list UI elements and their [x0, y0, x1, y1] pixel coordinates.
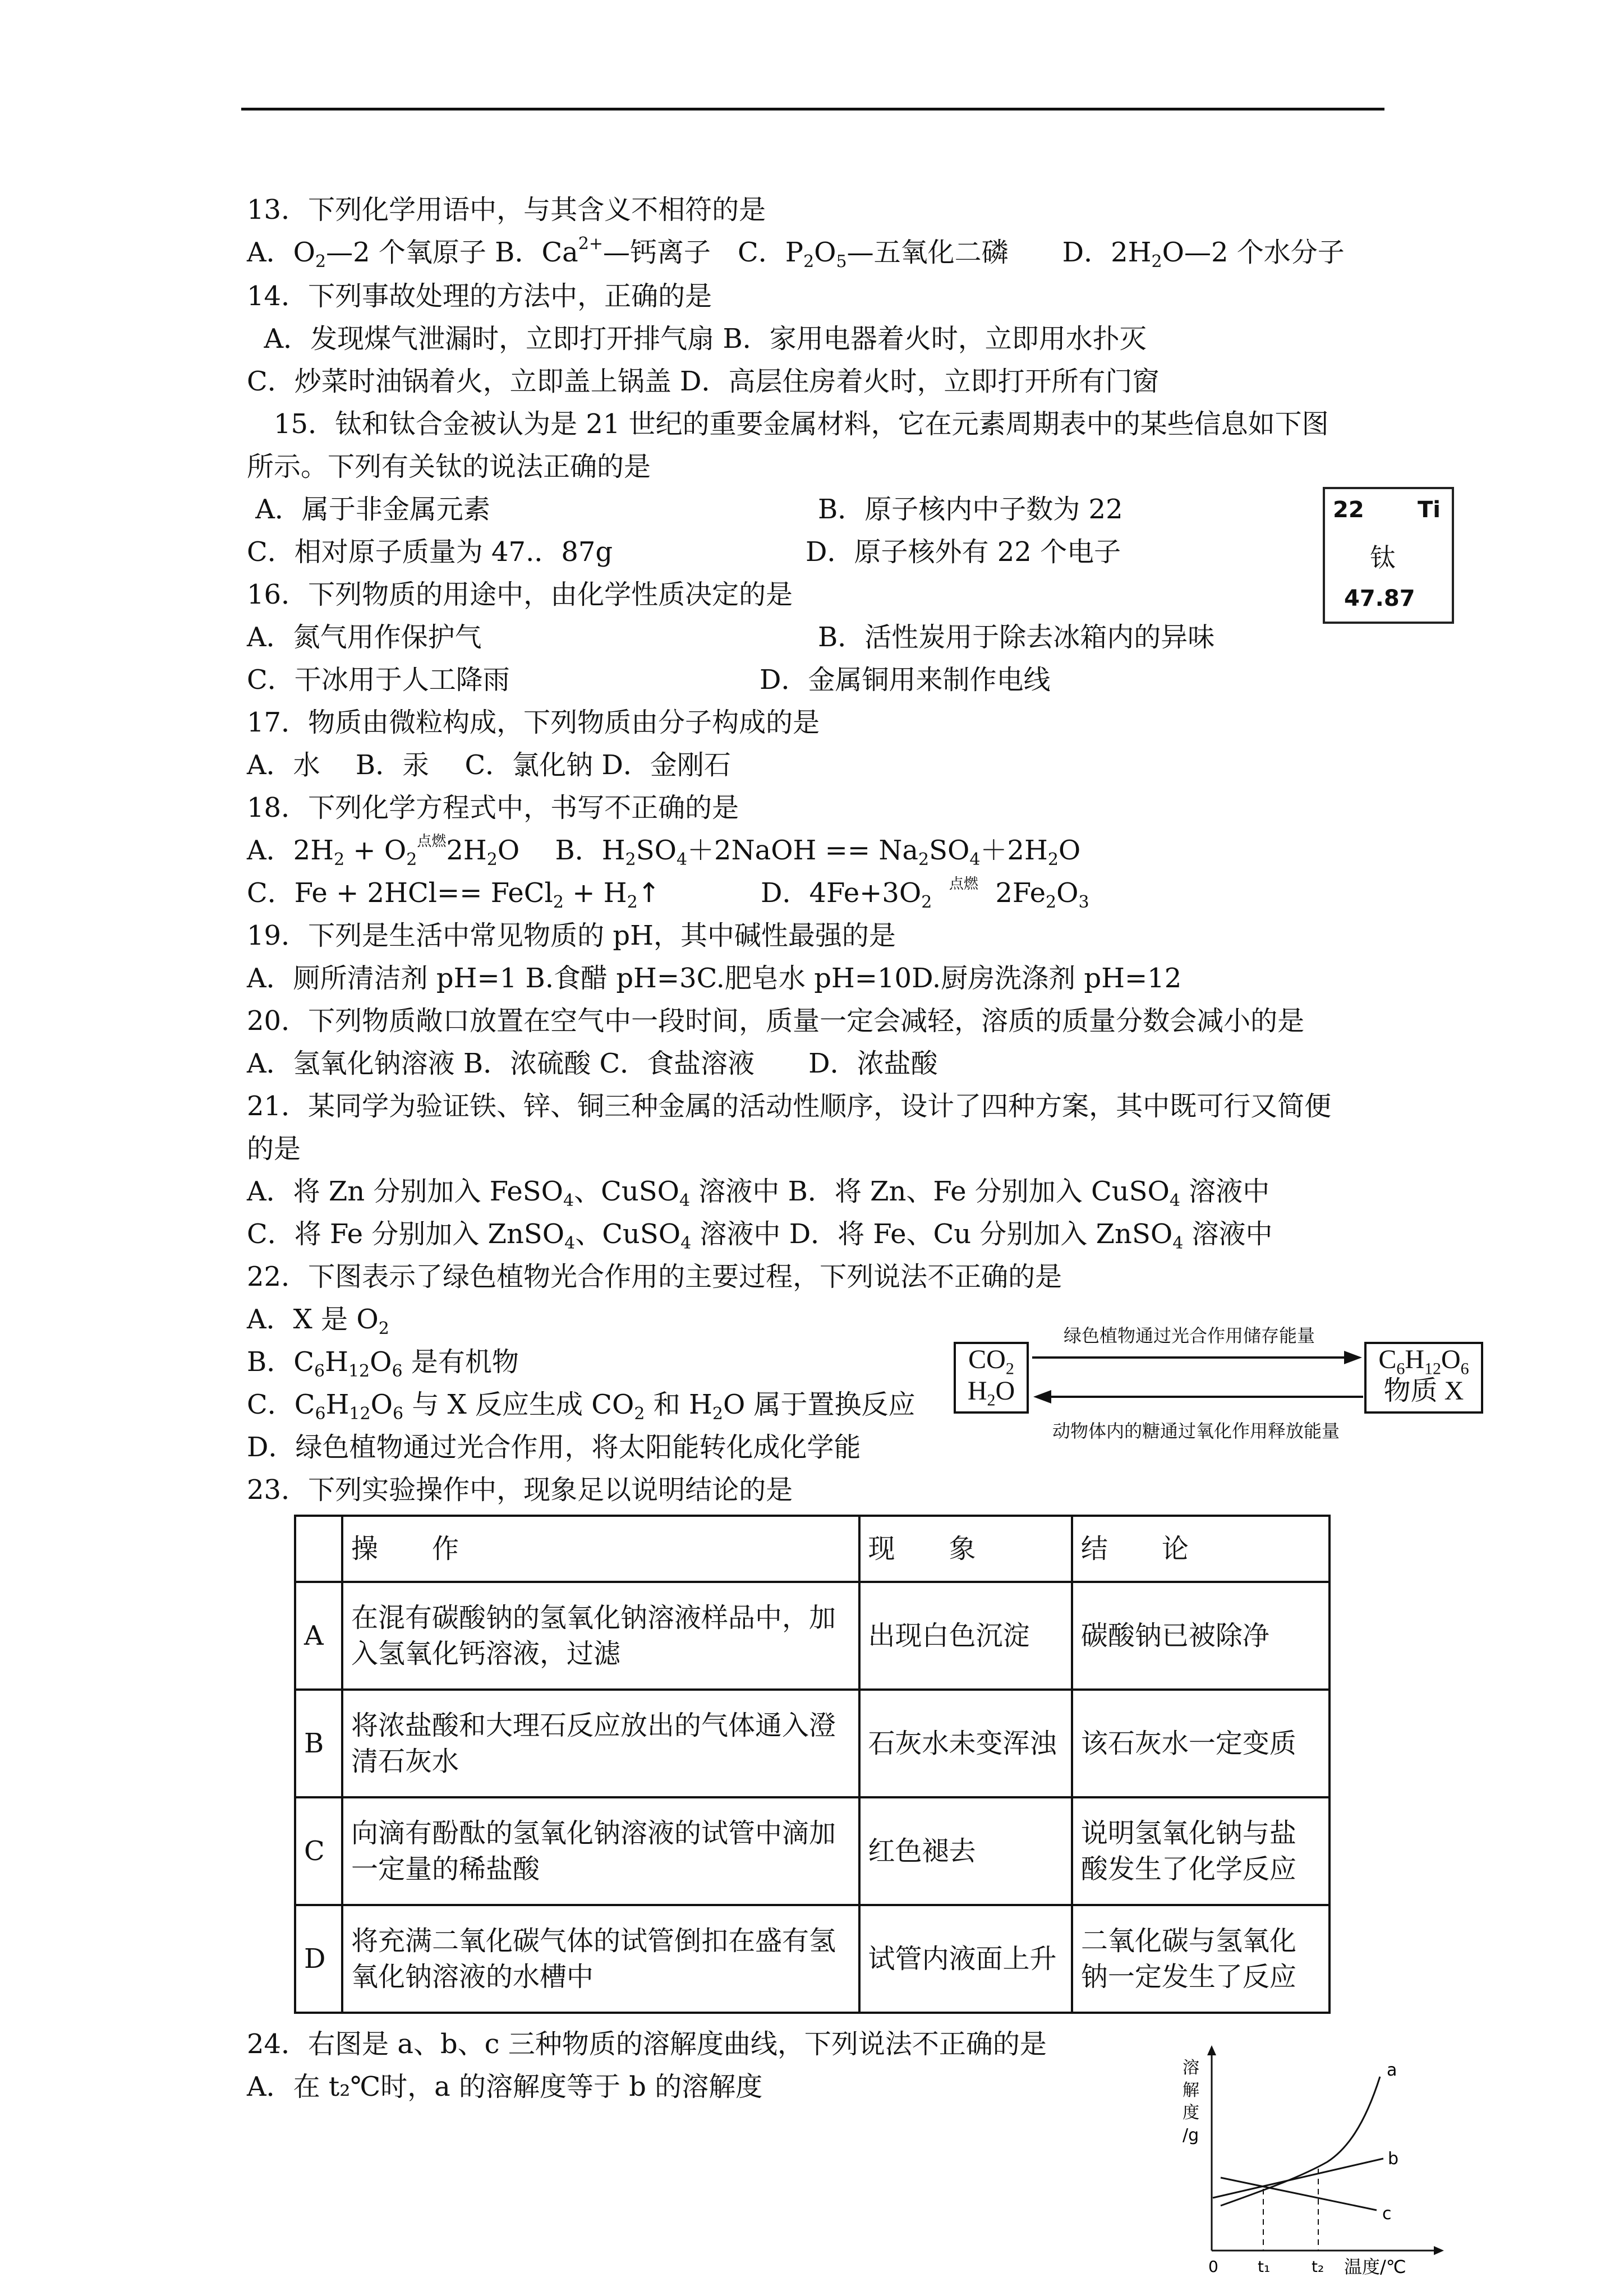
atomic-number: 22	[1333, 497, 1364, 523]
diagram-box-right: $C_6H_{12}O_6$ 物质 X	[1364, 1342, 1483, 1414]
titanium-element-tile	[1323, 487, 1454, 624]
q15-option-a: A．属于非金属元素	[247, 494, 490, 525]
q20-options: A．氢氧化钠溶液 B．浓硫酸 C．食盐溶液 D．浓盐酸	[247, 1048, 938, 1079]
q19-stem: 19．下列是生活中常见物质的 pH，其中碱性最强的是	[247, 920, 896, 951]
q17-options: A．水 B．汞 C．氯化钠 D．金刚石	[247, 749, 731, 781]
diagram-top-label: 绿色植物通过光合作用储存能量	[1064, 1325, 1315, 1346]
q16-stem: 16．下列物质的用途中，由化学性质决定的是	[247, 579, 793, 610]
diagram-bottom-label: 动物体内的糖通过氧化作用释放能量	[1052, 1420, 1340, 1442]
y-label-4: /g	[1183, 2125, 1199, 2145]
curve-c	[1221, 2178, 1377, 2210]
y-label-2: 解	[1183, 2081, 1199, 2100]
row-conclusion: 碳酸钠已被除净	[1072, 1582, 1329, 1690]
q13-stem: 13．下列化学用语中，与其含义不相符的是	[247, 194, 766, 226]
row-operation: 将浓盐酸和大理石反应放出的气体通入澄清石灰水	[342, 1690, 859, 1797]
q19-options: A．厕所清洁剂 pH=1 B.食醋 pH=3C.肥皂水 pH=10D.厨房洗涤剂 pH=12	[247, 963, 1182, 994]
table-row	[295, 1905, 1329, 2013]
solubility-chart	[1167, 2042, 1459, 2277]
table-row	[295, 1690, 1329, 1797]
q15-stem-line1: 15．钛和钛合金被认为是 21 世纪的重要金属材料，它在元素周期表中的某些信息如下图	[247, 408, 1329, 440]
q18-option-c: C．Fe + 2HCl== FeCl$_2$ + $H_2↑$	[247, 877, 660, 912]
q22-option-d: D．绿色植物通过光合作用，将太阳能转化成化学能	[247, 1432, 861, 1463]
row-phenomenon: 试管内液面上升	[859, 1905, 1072, 2013]
x-tick-t1: t₁	[1258, 2257, 1271, 2276]
curve-a	[1221, 2077, 1380, 2206]
q17-stem: 17．物质由微粒构成，下列物质由分子构成的是	[247, 707, 820, 738]
q16-option-a: A．氮气用作保护气	[247, 622, 482, 653]
q14-options-ab: A．发现煤气泄漏时，立即打开排气扇 B．家用电器着火时，立即用水扑灭	[247, 323, 1147, 355]
q16-option-c: C．干冰用于人工降雨	[247, 664, 510, 696]
q22-option-c: C．$C_6H_{12}O_6$ 与 X 反应生成 $CO_2$ 和 $H_2O$ 属于置换反应	[247, 1389, 915, 1424]
row-operation: 将充满二氧化碳气体的试管倒扣在盛有氢氧化钠溶液的水槽中	[342, 1905, 859, 2013]
y-label-3: 度	[1183, 2103, 1199, 2123]
header-rule	[241, 108, 1384, 111]
x-tick-t2: t₂	[1312, 2257, 1324, 2276]
row-conclusion: 说明氢氧化钠与盐酸发生了化学反应	[1072, 1797, 1329, 1905]
curve-label-a: a	[1387, 2060, 1397, 2080]
q23-stem: 23．下列实验操作中，现象足以说明结论的是	[247, 1474, 793, 1506]
row-label: A	[295, 1582, 342, 1690]
x-axis-label: 温度/℃	[1344, 2256, 1406, 2277]
chart-guides	[1263, 2169, 1318, 2251]
chart-axes	[1207, 2045, 1444, 2255]
q21-stem-line2: 的是	[247, 1133, 301, 1165]
q14-options-cd: C．炒菜时油锅着火，立即盖上锅盖 D．高层住房着火时，立即打开所有门窗	[247, 366, 1160, 397]
atomic-mass: 47.87	[1344, 586, 1415, 611]
q21-options-ab: A．将 Zn 分别加入 FeSO$_4$、CuSO$_4$ 溶液中 B．将 Zn、Fe 分别加入 CuSO$_4$ 溶液中	[247, 1176, 1270, 1211]
q18-options-ab: A．$2H_2 + O_2^{点燃}2H_2O$ B．$H_2SO_4+2NaOH == Na_2SO_4+2H_2O$	[247, 833, 1081, 869]
q16-option-d: D．金属铜用来制作电线	[760, 664, 1051, 696]
row-operation: 在混有碳酸钠的氢氧化钠溶液样品中，加入氢氧化钙溶液，过滤	[342, 1582, 859, 1690]
q18-option-d: D．$4Fe+3O_2$ $^{点燃}$ $2Fe_2O_3$	[761, 876, 1089, 912]
element-name: 钛	[1370, 542, 1396, 573]
row-conclusion: 该石灰水一定变质	[1072, 1690, 1329, 1797]
q13-options: A．$O_2—2$ 个氧原子 B．$Ca^{2+}—$钙离子 C．$P_2O_5—$五氧化二磷 D．$2H_2O—2$ 个水分子	[247, 234, 1345, 272]
q14-stem: 14．下列事故处理的方法中，正确的是	[247, 280, 712, 312]
table-row	[295, 1582, 1329, 1690]
curve-label-b: b	[1388, 2149, 1399, 2169]
y-label-1: 溶	[1183, 2058, 1199, 2078]
experiment-table	[294, 1515, 1331, 2014]
q18-stem: 18．下列化学方程式中，书写不正确的是	[247, 792, 739, 823]
header-label	[295, 1516, 342, 1582]
q22-option-a: A．X 是 $O_2$	[247, 1304, 389, 1338]
row-label: D	[295, 1905, 342, 2013]
q20-stem: 20．下列物质敞口放置在空气中一段时间，质量一定会减轻，溶质的质量分数会减小的是	[247, 1005, 1305, 1037]
q15-stem-line2: 所示。下列有关钛的说法正确的是	[247, 451, 651, 482]
row-operation: 向滴有酚酞的氢氧化钠溶液的试管中滴加一定量的稀盐酸	[342, 1797, 859, 1905]
q18-condition-d: 点燃	[949, 876, 978, 892]
header-operation: 操 作	[342, 1516, 859, 1582]
row-phenomenon: 红色褪去	[859, 1797, 1072, 1905]
header-phenomenon: 现 象	[859, 1516, 1072, 1582]
table-header-row	[295, 1516, 1329, 1582]
x-origin-label: 0	[1208, 2257, 1218, 2276]
diagram-substance-x: 物质 X	[1383, 1376, 1464, 1406]
q22-stem: 22．下图表示了绿色植物光合作用的主要过程，下列说法不正确的是	[247, 1261, 1062, 1292]
q22-option-b: B．$C_6H_{12}O_6$ 是有机物	[247, 1346, 519, 1381]
row-label: C	[295, 1797, 342, 1905]
table-row	[295, 1797, 1329, 1905]
curve-label-c: c	[1382, 2204, 1392, 2224]
row-phenomenon: 出现白色沉淀	[859, 1582, 1072, 1690]
row-phenomenon: 石灰水未变浑浊	[859, 1690, 1072, 1797]
row-conclusion: 二氧化碳与氢氧化钠一定发生了反应	[1072, 1905, 1329, 2013]
q21-stem-line1: 21．某同学为验证铁、锌、铜三种金属的活动性顺序，设计了四种方案，其中既可行又简便	[247, 1091, 1332, 1122]
header-conclusion: 结 论	[1072, 1516, 1329, 1582]
element-symbol: Ti	[1418, 497, 1441, 523]
q15-option-b: B．原子核内中子数为 22	[818, 494, 1123, 525]
q15-option-c: C．相对原子质量为 47.．87g	[247, 536, 613, 568]
q21-options-cd: C．将 Fe 分别加入 ZnSO$_4$、CuSO$_4$ 溶液中 D．将 Fe、Cu 分别加入 ZnSO$_4$ 溶液中	[247, 1218, 1273, 1253]
q16-option-b: B．活性炭用于除去冰箱内的异味	[818, 622, 1215, 653]
diagram-box-left: $CO_2$ $H_2O$	[954, 1342, 1029, 1414]
q15-option-d: D．原子核外有 22 个电子	[806, 536, 1121, 568]
q24-option-a: A．在 t₂℃时，a 的溶解度等于 b 的溶解度	[247, 2071, 763, 2102]
q24-stem: 24．右图是 a、b、c 三种物质的溶解度曲线，下列说法不正确的是	[247, 2028, 1047, 2060]
curve-b	[1213, 2159, 1383, 2198]
row-label: B	[295, 1690, 342, 1797]
q18-condition-a: 点燃	[417, 833, 447, 850]
